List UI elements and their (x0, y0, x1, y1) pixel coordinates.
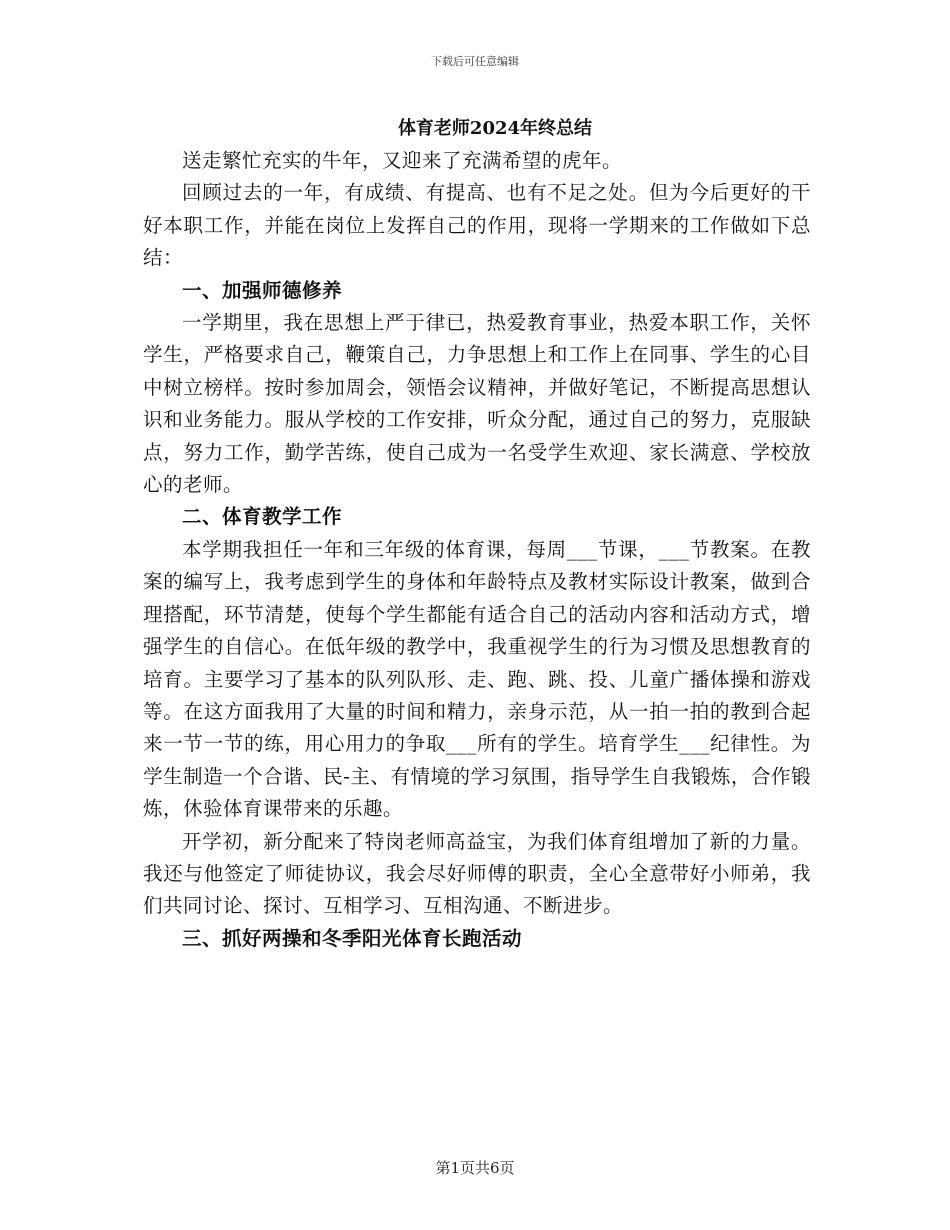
header-note: 下载后可任意编辑 (431, 55, 519, 68)
section-1-paragraph-1: 一学期里，我在思想上严于律已，热爱教育事业，热爱本职工作，关怀学生，严格要求自己，鞭策自己，力争思想上和工作上在同事、学生的心目中树立榜样。按时参加周会，领悟会议精神，并做好笔记，不断提高思想认识和业务能力。服从学校的工作安排，听众分配，通过自己的努力，克服缺点，努力工作，勤学苦练，使自己成为一名受学生欢迎、家长满意、学校放心的老师。 (143, 311, 811, 497)
intro-paragraph-2: 回顾过去的一年，有成绩、有提高、也有不足之处。但为今后更好的干好本职工作，并能在岗位上发挥自己的作用，现将一学期来的工作做如下总结： (143, 181, 811, 270)
intro-paragraph-1: 送走繁忙充实的牛年，又迎来了充满希望的虎年。 (182, 149, 623, 172)
document-title: 体育老师2024年终总结 (397, 118, 593, 139)
section-heading-2: 二、体育教学工作 (182, 505, 343, 529)
section-heading-3: 三、抓好两操和冬季阳光体育长跑活动 (182, 926, 523, 950)
document-body (143, 145, 811, 955)
page-number-footer: 第1页共6页 (435, 1159, 515, 1177)
section-2-paragraph-2: 开学初，新分配来了特岗老师高益宝，为我们体育组增加了新的力量。我还与他签定了师徒协议，我会尽好师傅的职责，全心全意带好小师弟，我们共同讨论、探讨、互相学习、互相沟通、不断进步。 (143, 829, 811, 918)
section-2-paragraph-1: 本学期我担任一年和三年级的体育课，每周___节课，___节教案。在教案的编写上，我考虑到学生的身体和年龄特点及教材实际设计教案，做到合理搭配，环节清楚，使每个学生都能有适合自己的活动内容和活动方式，增强学生的自信心。在低年级的教学中，我重视学生的行为习惯及思想教育的培育。主要学习了基本的队列队形、走、跑、跳、投、儿童广播体操和游戏等。在这方面我用了大量的时间和精力，亲身示范，从一拍一拍的教到合起来一节一节的练，用心用力的争取___所有的学生。培育学生___纪律性。为学生制造一个合谐、民-主、有情境的学习氛围，指导学生自我锻炼，合作锻炼，休验体育课带来的乐趣。 (143, 537, 811, 821)
section-heading-1: 一、加强师德修养 (182, 278, 343, 302)
